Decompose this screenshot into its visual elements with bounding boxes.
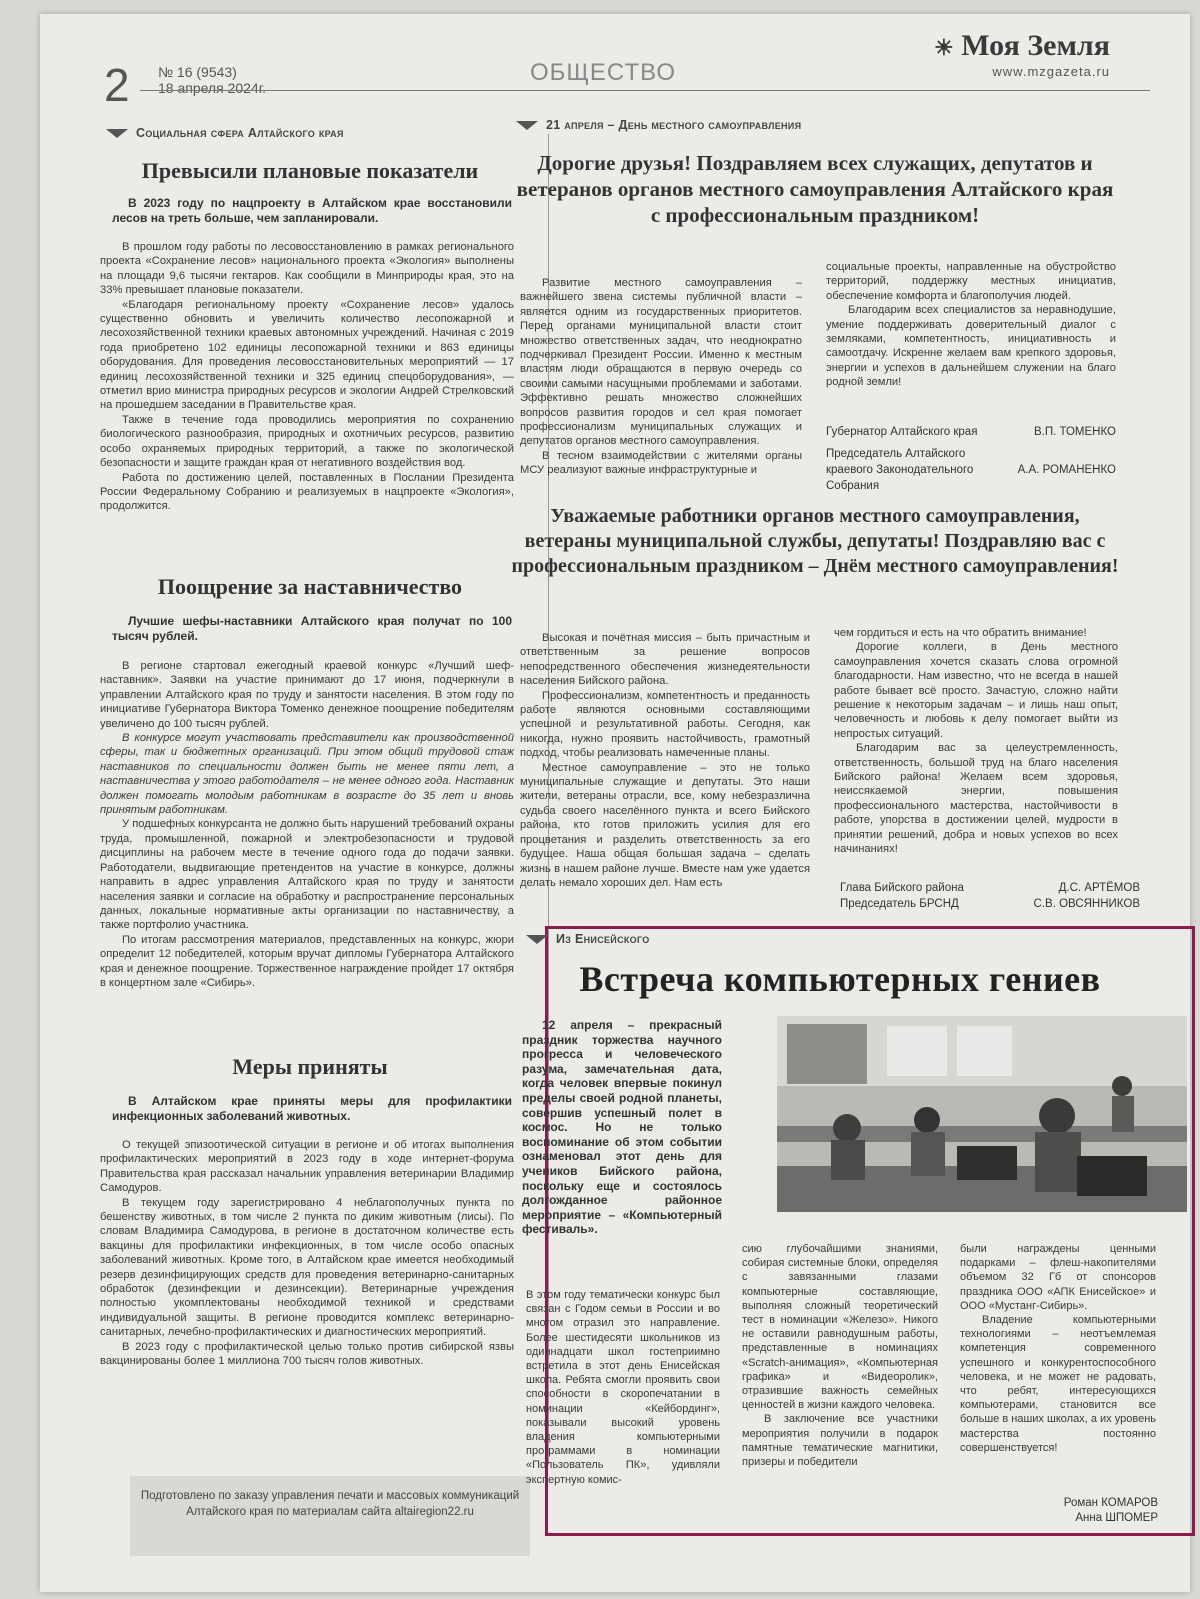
article3-p2: В текущем году зарегистрировано 4 неблагополучных пункта по бешенству животных, в том числе 2 пункта по диким животным (лисы). По словам Владимира Самодурова, в регионе в достаточном количестве есть вакцины для профилактики инфекционных, в том числе особо опасных заболеваний животных. Кроме того, в Алтайском крае имеется необходимый резерв дезинфицирующих средств для проведения ветеринарно-санитарных обработок (дезинфекции и дезинсекции). Ветеринарные учреждения полностью укомплектованы необходимой техникой и средствами индивидуальной защиты. В регионе проводится комплекс ветеринарно-санитарных, лечебно-профилактических и диагностических мероприятий. xyxy=(100,1196,514,1339)
section-title: ОБЩЕСТВО xyxy=(530,59,676,86)
header-rule xyxy=(140,90,1150,91)
signature-row xyxy=(826,424,1116,440)
greeting2-col1 xyxy=(520,631,810,890)
article1-p3: Также в течение года проводились мероприятия по сохранению биологического разнообразия, природных и охотничьих ресурсов, развитию особо охраняемых природных территорий, а также по экологической безопасности и защите граждан края от негативного воздействия вод. xyxy=(100,413,514,470)
signature-row xyxy=(840,896,1140,912)
greeting2-col1-p3: Местное самоуправление – это не только муниципальные служащие и депутаты. Это наши жители, ветераны отрасли, все, кому небезразлична судьба своего населённого пункта и всего Бийского района, кто готов приложить усилия для его процветания и разделить ответственность за его будущее. Наша общая большая задача – сделать жизнь в нашем районе лучше. Вместе нам уже удается делать немало хороших дел. Нам есть xyxy=(520,761,810,889)
article3-p3: В 2023 году с профилактической целью только против сибирской язвы вакцинированы более 1 миллиона 700 тысяч голов животных. xyxy=(100,1340,514,1368)
issue-info xyxy=(158,64,266,96)
left-rubric xyxy=(106,126,344,140)
greeting1-col2-p1: социальные проекты, направленные на обустройство территорий, поддержку местных инициатив, обеспечение комфорта и благополучия людей. xyxy=(826,261,1116,302)
feature-col3-p1: были награждены ценными подарками – флеш-накопителями объемом 32 Гб от спонсоров праздника ООО «АПК Енисейское» и ООО «Мустанг-Сибирь». xyxy=(960,1243,1156,1312)
feature-lead: 12 апреля – прекрасный праздник торжества научного прогресса и человеческого разума, замечательная дата, когда человек впервые покинул пределы своей родной планеты, совершив успешный полет в космос. Но не только воспоминание об этом событии ознаменовал этот день для учеников Бийского района, поскольку еще и состоялось долгожданное районное мероприятие – «Компьютерный фестиваль». xyxy=(522,1018,722,1237)
issue-number: № 16 (9543) xyxy=(158,64,237,80)
feature-authors xyxy=(1000,1496,1158,1526)
feature-rubric-text: Из Енисейского xyxy=(556,932,650,946)
article3-lead: В Алтайском крае приняты меры для профилактики инфекционных заболеваний животных. xyxy=(112,1094,512,1123)
source-footnote: Подготовлено по заказу управления печати и массовых коммуникаций Алтайского края по материалам сайта altairegion22.ru xyxy=(130,1476,530,1556)
newspaper-page xyxy=(40,14,1190,1592)
greeting1-col1 xyxy=(520,276,802,478)
article1-p2: «Благодаря региональному проекту «Сохранение лесов» удалось существенно обновить и увеличить количество лесопожарной и лесохозяйственной техники краевых автономных учреждений. Начиная с 2019 года приобретено 102 единицы лесопожарной техники и 863 единицы оборудования. Для проведения лесовосстановительных мероприятий — 17 единиц лесохозяйственной техники и 325 единиц спецоборудования», — отметил врио министра природных ресурсов и экологии Андрей Стрелковский на прошедшем заседании в Правительстве края. xyxy=(100,298,514,412)
article1-p4: Работа по достижению целей, поставленных в Послании Президента России Федеральному Собранию и реализуемых в нацпроекте «Экология», продолжится. xyxy=(100,471,514,513)
classroom-photo-graphic xyxy=(777,1016,1187,1212)
feature-col2-p1: сию глубочайшими знаниями, собирая системные блоки, определяя с завязанными глазами компьютерные составляющие, выполняя сложный теоретический тест в номинации «Железо». Никого не оставили равнодушным работы, представленные в номинациях «Scratch-анимация», «Компьютерная графика» и «Видеоролик», отразившие важность семейных ценностей в жизни каждого человека. xyxy=(742,1243,938,1412)
logo-icon: ☀ xyxy=(934,35,954,60)
article3-body xyxy=(100,1138,514,1369)
feature-col2 xyxy=(742,1242,938,1469)
triangle-icon xyxy=(526,935,548,944)
greeting2-col2-p2: Дорогие коллеги, в День местного самоуправления хочется сказать слова огромной благодарности. Нам известно, что не всегда в нашей работе бывает всё просто. Зачастую, сложно найти решение к некоторым задачам – и лишь наш опыт, человечность и любовь к делу помогает выйти из непростых ситуаций. xyxy=(834,641,1118,740)
logo-text: Моя Земля xyxy=(961,29,1110,62)
signature-role: Губернатор Алтайского края xyxy=(826,426,978,438)
article2-p3: У подшефных конкурсанта не должно быть нарушений требований охраны труда, промышленной, пожарной и электробезопасности и трудовой дисциплины на рабочем месте в течение одного года до подачи заявки. Работодатели, выдвигающие претендентов на участие в конкурсе, должны направить в адрес управления Алтайского края по труду и занятости населения заявки и согласие на обработку и распространение персональных данных, локальные нормативные акты организации по наставничеству, а также портфолио участника. xyxy=(100,818,514,932)
greeting1-col1-p2: В тесном взаимодействии с жителями органы МСУ реализуют важные инфраструктурные и xyxy=(520,449,802,477)
article1-body xyxy=(100,240,514,514)
author-name: Роман КОМАРОВ xyxy=(1063,1497,1158,1509)
signature-name: А.А. РОМАНЕНКО xyxy=(1017,464,1116,476)
article1-lead: В 2023 году по нацпроекту в Алтайском крае восстановили лесов на треть больше, чем запланировали. xyxy=(112,196,512,225)
left-rubric-text: Социальная сфера Алтайского края xyxy=(136,126,344,140)
article2-body xyxy=(100,659,514,990)
greeting1-signatures xyxy=(826,424,1116,494)
feature-col3 xyxy=(960,1242,1156,1455)
signature-name: С.В. ОВСЯННИКОВ xyxy=(1033,898,1140,910)
greeting2-col1-p2: Профессионализм, компетентность и преданность работе являются основными составляющими успешной и результативной работы. Сегодня, как никогда, нужно проявить настойчивость, грамотный подход, чтобы реализовать намеченные планы. xyxy=(520,689,810,760)
feature-col1: В этом году тематически конкурс был связан с Годом семьи в России и во многом отразил это направление. Более шестидесяти школьников из одиннадцати школ гостеприимно встретила в этот день Енисейская школа. Ребята смогли проявить свои способности в скоропечатании в номинации «Кейбординг», показывали высокий уровень владения компьютерными программами в номинации «Пользователь ПК», удивляли экспертную комис- xyxy=(526,1289,720,1486)
triangle-icon xyxy=(106,129,128,138)
signature-role: Председатель Алтайского краевого Законодательного Собрания xyxy=(826,448,974,492)
greeting1-col1-p1: Развитие местного самоуправления – важнейшего звена системы публичной власти – является одним из государственных приоритетов. Перед органами муниципальной власти стоит множество ответственных задач, что неоднократно подчеркивал Президент России. Именно к местным властям люди обращаются в первую очередь со своими самыми насущными проблемами и заботами. Эффективно решать множество сложнейших вопросов развития городов и сел края помогает профессионализм муниципальных служащих и депутатов органов местного самоуправления. xyxy=(520,277,802,448)
greeting1-col2 xyxy=(826,260,1116,390)
article3-p1: О текущей эпизоотической ситуации в регионе и об итогах выполнения профилактических мероприятий в 2023 году в ходе интернет-форума Правительства края рассказал начальник управления ветеринарии Владимир Самодуров. xyxy=(100,1139,514,1195)
signature-role: Глава Бийского района xyxy=(840,882,964,894)
greeting1-heading: Дорогие друзья! Поздравляем всех служащих, депутатов и ветеранов органов местного самоуправления Алтайского края с профессиональным праздником! xyxy=(516,151,1114,227)
feature-rubric xyxy=(526,932,650,946)
feature-col2-p2: В заключение все участники мероприятия получили в подарок памятные тематические магнитики, призеры и победители xyxy=(742,1413,938,1469)
logo-url: www.mzgazeta.ru xyxy=(992,64,1110,79)
triangle-icon xyxy=(516,121,538,130)
right-rubric-text: 21 апреля – День местного самоуправления xyxy=(546,118,802,132)
feature-col3-p2: Владение компьютерными технологиями – неотъемлемая компетенция современного успешного и конкурентоспособного человека, и не может не радовать, что ребят, интересующихся компьютерами, становится все больше в наших школах, а их уровень мастерства постоянно совершенствуется! xyxy=(960,1314,1156,1454)
article3-title: Меры приняты xyxy=(232,1054,388,1079)
greeting2-col2 xyxy=(834,626,1118,857)
classroom-photo xyxy=(777,1016,1187,1212)
article2-p4: По итогам рассмотрения материалов, представленных на конкурс, жюри определит 12 победителей, которым вручат дипломы Губернатора Алтайского края и денежное поощрение. Торжественное награждение пройдет 17 октября в концертном зале «Сибирь». xyxy=(100,933,514,989)
article1-p1: В прошлом году работы по лесовосстановлению в рамках регионального проекта «Сохранение лесов» национального проекта «Экология» выполнены на площади 9,6 тысячи гектаров. Как сообщили в Минприроды края, это на 33% превышает плановые показатели. xyxy=(100,241,514,297)
article2-p2: В конкурсе могут участвовать представители как производственной сферы, так и бюджетных организаций. При этом общий трудовой стаж наставников по специальности должен быть не менее пяти лет, а наставничества у этого работодателя – не менее одного года. Наставник должен помогать молодым работникам в возрасте до 35 лет и вновь принятым работникам. xyxy=(100,732,514,817)
greeting2-heading: Уважаемые работники органов местного самоуправления, ветераны муниципальной службы, депутаты! Поздравляю вас с профессиональным праздником – Днём местного самоуправления! xyxy=(511,505,1119,577)
signature-row xyxy=(840,880,1140,896)
signature-name: Д.С. АРТЁМОВ xyxy=(1058,882,1140,894)
greeting2-col2-p3: Благодарим вас за целеустремленность, ответственность, большой труд на благо населения Бийского района! Желаем всем здоровья, неиссякаемой энергии, повышения профессионального мастерства, настойчивости в работе, упорства в достижении целей, мудрости в принятии решений, добра и новых успехов во всех начинаниях! xyxy=(834,742,1118,856)
signature-row xyxy=(826,446,1116,494)
page-number: 2 xyxy=(104,59,130,111)
article2-p1: В регионе стартовал ежегодный краевой конкурс «Лучший шеф-наставник». Заявки на участие принимают до 17 июня, подчеркнули в управлении Алтайского края по труду и занятости населения. В этом году по инициативе Губернатора Виктора Томенко денежное поощрение победителям увеличено до 100 тысяч рублей. xyxy=(100,660,514,730)
greeting2-signatures xyxy=(840,880,1140,912)
greeting1-col2-p2: Благодарим всех специалистов за неравнодушие, умение поддерживать доверительный диалог с земляками, компетентность, инициативность и самоотдачу. Искренне желаем вам крепкого здоровья, энергии и успехов в дальнейшем служении на благо родной земли! xyxy=(826,304,1116,389)
article2-lead: Лучшие шефы-наставники Алтайского края получат по 100 тысяч рублей. xyxy=(112,614,512,643)
feature-title: Встреча компьютерных гениев xyxy=(579,959,1101,999)
greeting2-col1-p1: Высокая и почётная миссия – быть причастным и ответственным за решение вопросов непосредственного обеспечения жизнедеятельности населения Бийского района. xyxy=(520,632,810,688)
issue-date: 18 апреля 2024г. xyxy=(158,80,267,96)
author-name: Анна ШПОМЕР xyxy=(1075,1512,1158,1524)
article1-title: Превысили плановые показатели xyxy=(141,158,479,183)
logo-name xyxy=(920,30,1110,64)
greeting2-col2-p1: чем гордиться и есть на что обратить внимание! xyxy=(834,627,1087,639)
signature-role: Председатель БРСНД xyxy=(840,898,959,910)
masthead-logo xyxy=(920,30,1110,79)
right-rubric xyxy=(516,118,801,132)
signature-name: В.П. ТОМЕНКО xyxy=(1033,426,1116,438)
article2-title: Поощрение за наставничество xyxy=(157,574,463,599)
